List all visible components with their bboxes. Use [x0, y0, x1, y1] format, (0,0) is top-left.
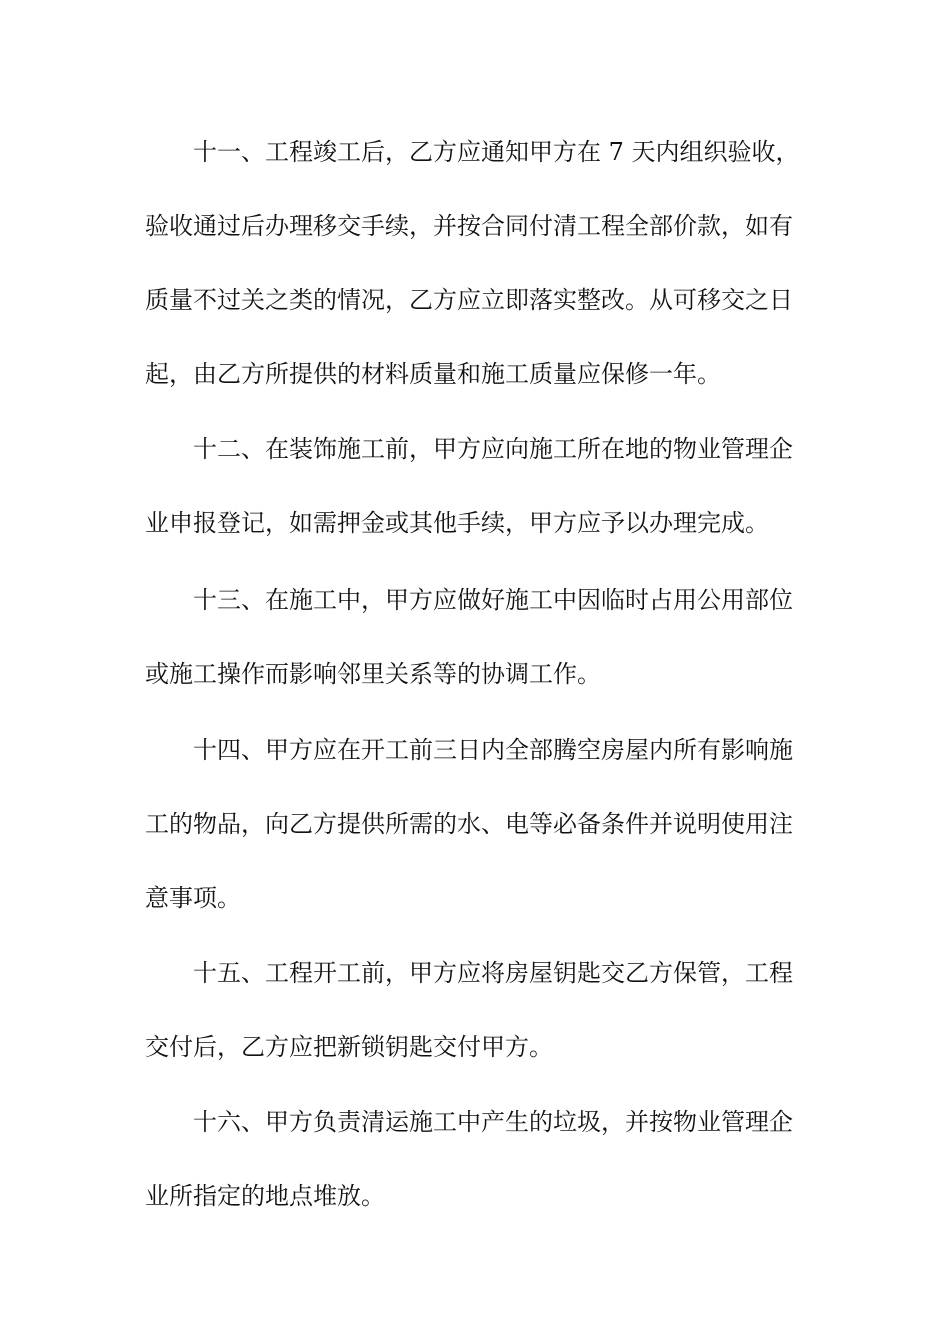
- clause-13-line-1: 十三、在施工中，甲方应做好施工中因临时占用公用部位: [193, 586, 793, 614]
- clause-14-line-3: 意事项。: [145, 884, 241, 912]
- clause-12-line-1: 十二、在装饰施工前，甲方应向施工所在地的物业管理企: [193, 435, 793, 463]
- clause-15-line-1: 十五、工程开工前，甲方应将房屋钥匙交乙方保管，工程: [193, 959, 793, 987]
- clause-14-line-2: 工的物品，向乙方提供所需的水、电等必备条件并说明使用注: [145, 810, 793, 838]
- clause-11-line-1: 十一、工程竣工后，乙方应通知甲方在 7 天内组织验收，: [193, 138, 800, 166]
- clause-13-line-2: 或施工操作而影响邻里关系等的协调工作。: [145, 660, 601, 688]
- clause-14-line-1: 十四、甲方应在开工前三日内全部腾空房屋内所有影响施: [193, 736, 793, 764]
- clause-11-line-2: 验收通过后办理移交手续，并按合同付清工程全部价款，如有: [145, 212, 793, 240]
- clause-16-line-2: 业所指定的地点堆放。: [145, 1182, 385, 1210]
- clause-16-line-1: 十六、甲方负责清运施工中产生的垃圾，并按物业管理企: [193, 1108, 793, 1136]
- clause-11-line-4: 起，由乙方所提供的材料质量和施工质量应保修一年。: [145, 360, 721, 388]
- clause-12-line-2: 业申报登记，如需押金或其他手续，甲方应予以办理完成。: [145, 509, 769, 537]
- clause-11-line-3: 质量不过关之类的情况，乙方应立即落实整改。从可移交之日: [145, 286, 793, 314]
- clause-15-line-2: 交付后，乙方应把新锁钥匙交付甲方。: [145, 1033, 553, 1061]
